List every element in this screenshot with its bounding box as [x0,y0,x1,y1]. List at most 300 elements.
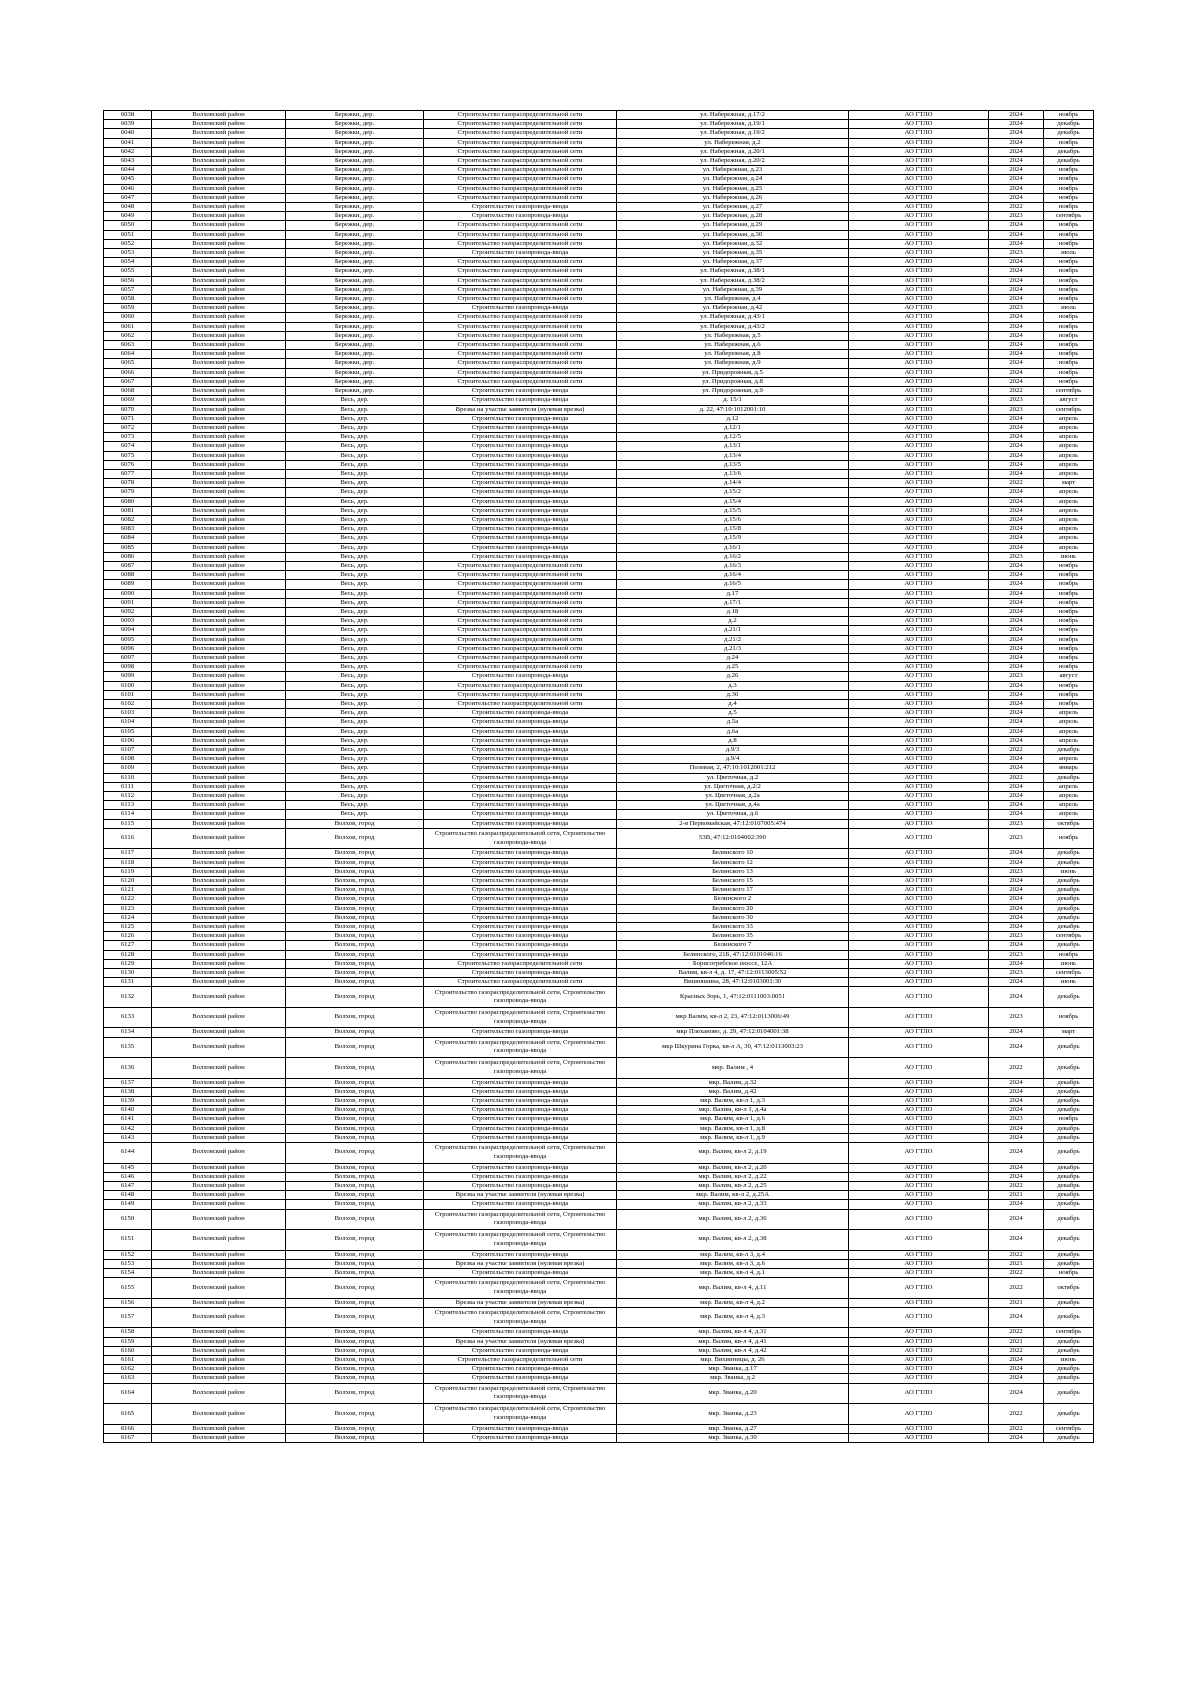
settlement-cell: Бережки, дер. [286,285,424,294]
row-number-cell: 6151 [104,1230,152,1251]
year-cell: 2024 [989,1143,1044,1164]
organization-cell: АО ГТЛО [849,184,989,193]
month-cell: апрель [1044,709,1094,718]
settlement-cell: Волхов, город [286,867,424,876]
month-cell: декабрь [1044,1298,1094,1307]
month-cell: ноябрь [1044,950,1094,959]
row-number-cell: 6052 [104,239,152,248]
month-cell: декабрь [1044,1365,1094,1374]
organization-cell: АО ГТЛО [849,368,989,377]
organization-cell: АО ГТЛО [849,1163,989,1172]
work-type-cell: Строительство газопровода-ввода [424,1028,617,1037]
district-cell: Волховский район [152,1200,286,1209]
month-cell: ноябрь [1044,580,1094,589]
month-cell: ноябрь [1044,138,1094,147]
district-cell: Волховский район [152,377,286,386]
work-type-cell: Строительство газопровода-ввода [424,497,617,506]
month-cell: ноябрь [1044,184,1094,193]
address-cell: ул. Набережная, д.29 [617,221,849,230]
month-cell: декабрь [1044,1230,1094,1251]
address-cell: мкр Шкурина Горка, кв-л А, 30, 47:12:0113003:23 [617,1037,849,1058]
address-cell: Белинского 30 [617,913,849,922]
address-cell: д.9/4 [617,755,849,764]
address-cell: ул. Набережная, д.32 [617,239,849,248]
district-cell: Волховский район [152,598,286,607]
row-number-cell: 6078 [104,479,152,488]
district-cell: Волховский район [152,322,286,331]
month-cell: декабрь [1044,1163,1094,1172]
row-number-cell: 6080 [104,497,152,506]
address-cell: д.17 [617,589,849,598]
month-cell: ноябрь [1044,267,1094,276]
work-type-cell: Строительство газопровода-ввода [424,941,617,950]
district-cell: Волховский район [152,129,286,138]
settlement-cell: Бережки, дер. [286,147,424,156]
year-cell: 2023 [989,1007,1044,1028]
organization-cell: АО ГТЛО [849,442,989,451]
table-row [104,1007,1094,1028]
address-cell: мкр. Валим, кв-л 2, д.25А [617,1191,849,1200]
year-cell: 2024 [989,663,1044,672]
row-number-cell: 6103 [104,709,152,718]
work-type-cell: Строительство газопровода-ввода [424,525,617,534]
month-cell: декабрь [1044,157,1094,166]
district-cell: Волховский район [152,1191,286,1200]
year-cell: 2024 [989,1097,1044,1106]
month-cell: ноябрь [1044,193,1094,202]
row-number-cell: 6167 [104,1433,152,1442]
settlement-cell: Весь, дер. [286,561,424,570]
row-number-cell: 6064 [104,350,152,359]
district-cell: Волховский район [152,580,286,589]
address-cell: мкр. Вихвиницы, д. 26 [617,1355,849,1364]
organization-cell: АО ГТЛО [849,886,989,895]
address-cell: Белинского 35 [617,932,849,941]
district-cell: Волховский район [152,359,286,368]
address-cell: д.13/1 [617,442,849,451]
address-cell: д.18 [617,607,849,616]
work-type-cell: Строительство газопровода-ввода [424,414,617,423]
table-row [104,433,1094,442]
settlement-cell: Волхов, город [286,1181,424,1190]
settlement-cell: Волхов, город [286,1328,424,1337]
settlement-cell: Волхов, город [286,1268,424,1277]
district-cell: Волховский район [152,849,286,858]
district-cell: Волховский район [152,1365,286,1374]
settlement-cell: Весь, дер. [286,571,424,580]
district-cell: Волховский район [152,1268,286,1277]
row-number-cell: 6049 [104,212,152,221]
year-cell: 2024 [989,147,1044,156]
year-cell: 2022 [989,1346,1044,1355]
table-row [104,727,1094,736]
work-type-cell: Строительство газораспределительной сети [424,617,617,626]
row-number-cell: 6131 [104,978,152,987]
table-row [104,359,1094,368]
row-number-cell: 6100 [104,681,152,690]
year-cell: 2024 [989,276,1044,285]
address-cell: мкр. Валим, кв-л 2, д.33 [617,1200,849,1209]
district-cell: Волховский район [152,1230,286,1251]
month-cell: сентябрь [1044,1328,1094,1337]
work-type-cell: Строительство газораспределительной сети [424,959,617,968]
year-cell: 2023 [989,968,1044,977]
month-cell: апрель [1044,414,1094,423]
address-cell: д.12/5 [617,433,849,442]
settlement-cell: Волхов, город [286,1037,424,1058]
year-cell: 2024 [989,755,1044,764]
district-cell: Волховский район [152,1124,286,1133]
address-cell: ул. Набережная, д.2 [617,138,849,147]
organization-cell: АО ГТЛО [849,1268,989,1277]
organization-cell: АО ГТЛО [849,968,989,977]
row-number-cell: 6062 [104,331,152,340]
district-cell: Волховский район [152,1097,286,1106]
organization-cell: АО ГТЛО [849,1191,989,1200]
settlement-cell: Волхов, город [286,1250,424,1259]
work-type-cell: Строительство газораспределительной сети [424,598,617,607]
organization-cell: АО ГТЛО [849,727,989,736]
row-number-cell: 6053 [104,249,152,258]
settlement-cell: Весь, дер. [286,488,424,497]
district-cell: Волховский район [152,589,286,598]
district-cell: Волховский район [152,1278,286,1299]
address-cell: д.15/8 [617,525,849,534]
organization-cell: АО ГТЛО [849,460,989,469]
row-number-cell: 6059 [104,304,152,313]
work-type-cell: Строительство газораспределительной сети [424,184,617,193]
row-number-cell: 6160 [104,1346,152,1355]
month-cell: апрель [1044,534,1094,543]
row-number-cell: 6110 [104,773,152,782]
address-cell: д.25 [617,663,849,672]
settlement-cell: Бережки, дер. [286,221,424,230]
work-type-cell: Строительство газопровода-ввода [424,1097,617,1106]
table-row [104,1191,1094,1200]
address-cell: Белинского 12 [617,858,849,867]
year-cell: 2024 [989,764,1044,773]
organization-cell: АО ГТЛО [849,950,989,959]
district-cell: Волховский район [152,193,286,202]
work-type-cell: Строительство газораспределительной сети [424,377,617,386]
month-cell: декабрь [1044,1058,1094,1079]
settlement-cell: Бережки, дер. [286,157,424,166]
organization-cell: АО ГТЛО [849,387,989,396]
table-row [104,1307,1094,1328]
table-row [104,617,1094,626]
table-row [104,497,1094,506]
work-type-cell: Строительство газопровода-ввода [424,469,617,478]
settlement-cell: Волхов, город [286,858,424,867]
month-cell: апрель [1044,718,1094,727]
work-type-cell: Строительство газораспределительной сети [424,111,617,120]
settlement-cell: Волхов, город [286,1106,424,1115]
month-cell: ноябрь [1044,331,1094,340]
address-cell: Белинского 33 [617,922,849,931]
settlement-cell: Волхов, город [286,1230,424,1251]
address-cell: мкр. Званка, д.27 [617,1424,849,1433]
district-cell: Волховский район [152,1106,286,1115]
table-row [104,1230,1094,1251]
work-type-cell: Строительство газопровода-ввода [424,387,617,396]
month-cell: ноябрь [1044,230,1094,239]
table-row [104,212,1094,221]
year-cell: 2024 [989,644,1044,653]
table-row [104,442,1094,451]
month-cell: ноябрь [1044,1268,1094,1277]
work-type-cell: Строительство газораспределительной сети [424,681,617,690]
address-cell: Вишняшина, 28, 47:12:0103001:30 [617,978,849,987]
work-type-cell: Строительство газопровода-ввода [424,1346,617,1355]
work-type-cell: Строительство газораспределительной сети [424,295,617,304]
year-cell: 2021 [989,1298,1044,1307]
month-cell: август [1044,672,1094,681]
address-cell: ул. Набережная, д.30 [617,230,849,239]
organization-cell: АО ГТЛО [849,978,989,987]
month-cell: декабрь [1044,886,1094,895]
year-cell: 2024 [989,1172,1044,1181]
settlement-cell: Весь, дер. [286,755,424,764]
district-cell: Волховский район [152,1163,286,1172]
table-row [104,913,1094,922]
organization-cell: АО ГТЛО [849,922,989,931]
organization-cell: АО ГТЛО [849,1115,989,1124]
work-type-cell: Строительство газораспределительной сети [424,258,617,267]
table-row [104,950,1094,959]
row-number-cell: 6162 [104,1365,152,1374]
year-cell: 2024 [989,681,1044,690]
settlement-cell: Весь, дер. [286,607,424,616]
work-type-cell: Строительство газопровода-ввода [424,876,617,885]
row-number-cell: 6081 [104,506,152,515]
district-cell: Волховский район [152,341,286,350]
year-cell: 2024 [989,886,1044,895]
address-cell: мкр. Валим, кв-л 4, д.41 [617,1337,849,1346]
organization-cell: АО ГТЛО [849,1424,989,1433]
work-type-cell: Строительство газораспределительной сети [424,653,617,662]
year-cell: 2024 [989,810,1044,819]
address-cell: мкр. Валим, кв-л 1, д.3 [617,1097,849,1106]
table-row [104,423,1094,432]
address-cell: ул. Набережная, д.37 [617,258,849,267]
organization-cell: АО ГТЛО [849,304,989,313]
district-cell: Волховский район [152,433,286,442]
work-type-cell: Строительство газопровода-ввода [424,922,617,931]
settlement-cell: Волхов, город [286,1365,424,1374]
district-cell: Волховский район [152,405,286,414]
month-cell: декабрь [1044,1346,1094,1355]
table-row [104,978,1094,987]
table-row [104,460,1094,469]
table-row [104,755,1094,764]
settlement-cell: Бережки, дер. [286,267,424,276]
row-number-cell: 6088 [104,571,152,580]
month-cell: декабрь [1044,1181,1094,1190]
work-type-cell: Строительство газопровода-ввода [424,932,617,941]
row-number-cell: 6070 [104,405,152,414]
district-cell: Волховский район [152,414,286,423]
year-cell: 2022 [989,1058,1044,1079]
organization-cell: АО ГТЛО [849,987,989,1008]
organization-cell: АО ГТЛО [849,120,989,129]
organization-cell: АО ГТЛО [849,1172,989,1181]
address-cell: Белинского 17 [617,886,849,895]
year-cell: 2024 [989,120,1044,129]
address-cell: д.21/1 [617,626,849,635]
month-cell: декабрь [1044,147,1094,156]
table-row [104,1250,1094,1259]
work-type-cell: Строительство газораспределительной сети [424,129,617,138]
table-row [104,987,1094,1008]
row-number-cell: 6107 [104,746,152,755]
row-number-cell: 6055 [104,267,152,276]
row-number-cell: 6128 [104,950,152,959]
organization-cell: АО ГТЛО [849,414,989,423]
district-cell: Волховский район [152,886,286,895]
district-cell: Волховский район [152,700,286,709]
year-cell: 2024 [989,239,1044,248]
address-cell: ул. Набережная, д.20/2 [617,157,849,166]
work-type-cell: Строительство газораспределительной сети [424,359,617,368]
month-cell: декабрь [1044,876,1094,885]
table-row [104,479,1094,488]
work-type-cell: Строительство газораспределительной сети [424,239,617,248]
year-cell: 2024 [989,904,1044,913]
row-number-cell: 6097 [104,653,152,662]
year-cell: 2024 [989,1078,1044,1087]
address-cell: ул. Набережная, д.43/1 [617,313,849,322]
settlement-cell: Весь, дер. [286,801,424,810]
table-row [104,876,1094,885]
month-cell: декабрь [1044,849,1094,858]
row-number-cell: 6132 [104,987,152,1008]
district-cell: Волховский район [152,1346,286,1355]
address-cell: мкр. Валим, кв-л 2, д.20 [617,1163,849,1172]
district-cell: Волховский район [152,950,286,959]
work-type-cell: Строительство газопровода-ввода [424,849,617,858]
year-cell: 2024 [989,488,1044,497]
row-number-cell: 6099 [104,672,152,681]
settlement-cell: Волхов, город [286,1143,424,1164]
table-row [104,1097,1094,1106]
settlement-cell: Весь, дер. [286,405,424,414]
work-type-cell: Строительство газопровода-ввода [424,1133,617,1142]
row-number-cell: 6091 [104,598,152,607]
settlement-cell: Волхов, город [286,876,424,885]
organization-cell: АО ГТЛО [849,221,989,230]
year-cell: 2024 [989,423,1044,432]
organization-cell: АО ГТЛО [849,1200,989,1209]
district-cell: Волховский район [152,313,286,322]
address-cell: Белинского 7 [617,941,849,950]
settlement-cell: Бережки, дер. [286,295,424,304]
settlement-cell: Волхов, город [286,968,424,977]
work-type-cell: Строительство газопровода-ввода [424,810,617,819]
district-cell: Волховский район [152,718,286,727]
table-row [104,267,1094,276]
table-row [104,681,1094,690]
organization-cell: АО ГТЛО [849,239,989,248]
table-row [104,801,1094,810]
address-cell: мкр. Званка, д.2 [617,1374,849,1383]
month-cell: ноябрь [1044,681,1094,690]
work-type-cell: Строительство газопровода-ввода [424,709,617,718]
year-cell: 2024 [989,571,1044,580]
year-cell: 2024 [989,506,1044,515]
year-cell: 2022 [989,203,1044,212]
district-cell: Волховский район [152,709,286,718]
organization-cell: АО ГТЛО [849,617,989,626]
district-cell: Волховский район [152,1007,286,1028]
row-number-cell: 6065 [104,359,152,368]
row-number-cell: 6045 [104,175,152,184]
district-cell: Волховский район [152,801,286,810]
district-cell: Волховский район [152,147,286,156]
organization-cell: АО ГТЛО [849,350,989,359]
organization-cell: АО ГТЛО [849,212,989,221]
organization-cell: АО ГТЛО [849,451,989,460]
year-cell: 2024 [989,1374,1044,1383]
work-type-cell: Строительство газораспределительной сети [424,193,617,202]
district-cell: Волховский район [152,978,286,987]
row-number-cell: 6048 [104,203,152,212]
table-row [104,1181,1094,1190]
district-cell: Волховский район [152,304,286,313]
month-cell: ноябрь [1044,690,1094,699]
organization-cell: АО ГТЛО [849,1230,989,1251]
address-cell: Белинского, 21Б, 47:12:0101046:16 [617,950,849,959]
row-number-cell: 6073 [104,433,152,442]
table-row [104,525,1094,534]
row-number-cell: 6148 [104,1191,152,1200]
address-cell: ул. Цветочная, д.2а [617,792,849,801]
work-type-cell: Строительство газораспределительной сети, Строительство газопровода-ввода [424,828,617,849]
settlement-cell: Волхов, город [286,1259,424,1268]
settlement-cell: Бережки, дер. [286,111,424,120]
address-cell: ул. Набережная, д.9 [617,359,849,368]
district-cell: Волховский район [152,672,286,681]
address-cell: ул. Набережная, д.20/1 [617,147,849,156]
table-row [104,1424,1094,1433]
district-cell: Волховский район [152,607,286,616]
table-row [104,451,1094,460]
district-cell: Волховский район [152,184,286,193]
month-cell: декабрь [1044,120,1094,129]
work-type-cell: Строительство газопровода-ввода [424,1115,617,1124]
settlement-cell: Весь, дер. [286,700,424,709]
settlement-cell: Бережки, дер. [286,359,424,368]
year-cell: 2024 [989,414,1044,423]
organization-cell: АО ГТЛО [849,819,989,828]
work-type-cell: Строительство газопровода-ввода [424,968,617,977]
address-cell: ул. Цветочная, д.2/2 [617,782,849,791]
organization-cell: АО ГТЛО [849,1124,989,1133]
address-cell: мкр. Валим, кв-л 4, д.31 [617,1328,849,1337]
settlement-cell: Волхов, город [286,1278,424,1299]
work-type-cell: Строительство газораспределительной сети [424,322,617,331]
organization-cell: АО ГТЛО [849,895,989,904]
address-cell: д.9/3 [617,746,849,755]
month-cell: апрель [1044,782,1094,791]
work-type-cell: Строительство газопровода-ввода [424,423,617,432]
month-cell: ноябрь [1044,295,1094,304]
address-cell: мкр. Званка, д.17 [617,1365,849,1374]
work-type-cell: Врезка на участке заявителя (нулевая врезка) [424,1298,617,1307]
district-cell: Волховский район [152,828,286,849]
work-type-cell: Строительство газораспределительной сети [424,663,617,672]
settlement-cell: Волхов, город [286,1424,424,1433]
row-number-cell: 6096 [104,644,152,653]
